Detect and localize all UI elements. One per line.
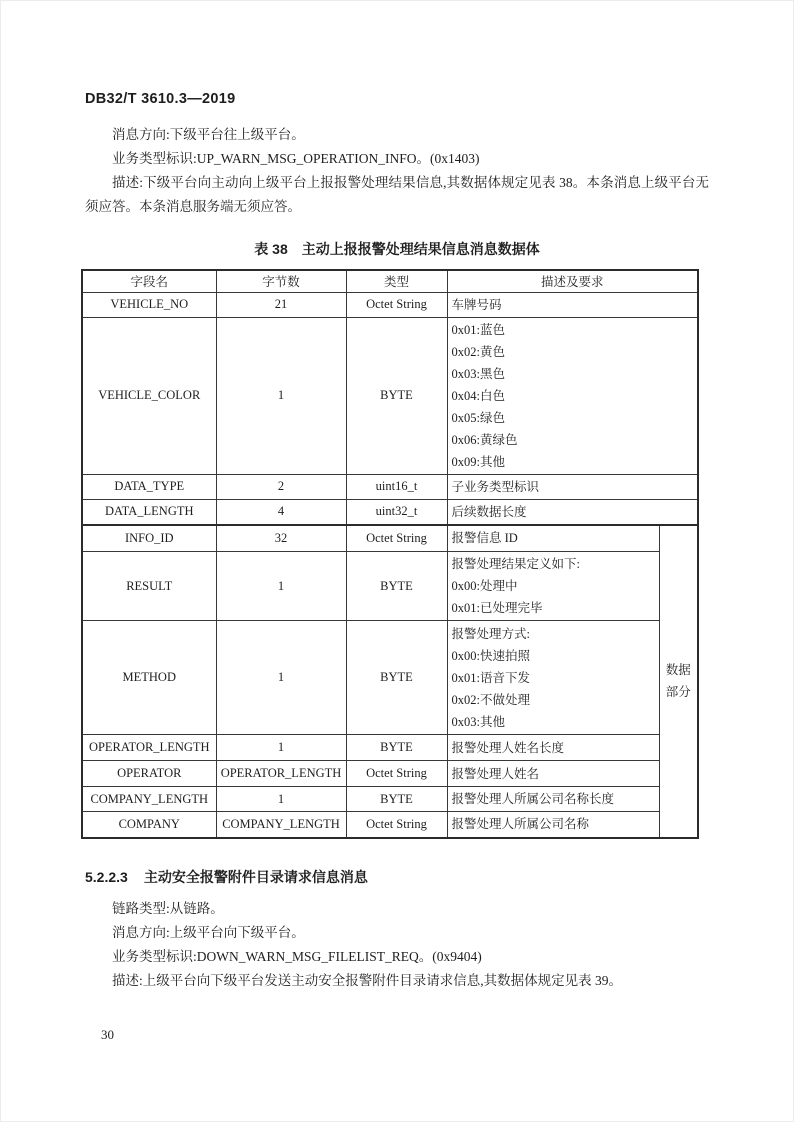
description-line: 车牌号码 xyxy=(451,297,502,312)
byte-count: 1 xyxy=(216,317,346,474)
table-row-vehicle-no xyxy=(82,292,698,317)
page-number: 30 xyxy=(101,1027,114,1042)
table-row-company xyxy=(82,812,698,838)
table-caption-title: 主动上报报警处理结果信息消息数据体 xyxy=(301,241,540,257)
description-cell xyxy=(447,525,659,552)
table-row-operator-length xyxy=(82,735,698,761)
data-type: BYTE xyxy=(346,621,447,735)
field-name: VEHICLE_COLOR xyxy=(82,317,216,474)
description-line: 0x05:绿色 xyxy=(451,410,505,425)
description-line: 0x00:快速拍照 xyxy=(451,648,530,663)
table-row-vehicle-color xyxy=(82,317,698,474)
section-title: 主动安全报警附件目录请求信息消息 xyxy=(143,868,368,885)
column-header-type: 类型 xyxy=(346,270,447,292)
byte-count: 32 xyxy=(216,525,346,552)
description-line: 0x03:其他 xyxy=(451,714,505,729)
description-cell xyxy=(447,735,659,761)
data-type: Octet String xyxy=(346,525,447,552)
description-line: 报警处理结果定义如下: xyxy=(451,557,580,571)
paragraph-business-type: 业务类型标识:UP_WARN_MSG_OPERATION_INFO。(0x1403) xyxy=(112,151,480,166)
paragraph-message-direction-2: 消息方向:上级平台向下级平台。 xyxy=(112,924,305,940)
section-number: 5.2.2.3 xyxy=(85,868,128,885)
byte-count: 21 xyxy=(216,292,346,317)
column-header-desc: 描述及要求 xyxy=(447,270,698,292)
description-cell xyxy=(447,292,698,317)
data-type: Octet String xyxy=(346,292,447,317)
data-type: uint32_t xyxy=(346,499,447,525)
description-line: 0x02:不做处理 xyxy=(451,692,530,707)
description-line: 0x01:已处理完毕 xyxy=(451,601,543,615)
byte-count: 4 xyxy=(216,499,346,525)
table-header-row xyxy=(82,270,698,292)
table-caption xyxy=(85,239,709,259)
field-name: METHOD xyxy=(82,621,216,735)
field-name: COMPANY xyxy=(82,812,216,838)
column-header-field: 字段名 xyxy=(82,270,216,292)
description-cell xyxy=(447,787,659,812)
description-line: 子业务类型标识 xyxy=(451,479,540,494)
description-line: 0x06:黄绿色 xyxy=(451,432,518,447)
paragraph-message-direction: 消息方向:下级平台往上级平台。 xyxy=(112,127,305,142)
table-row-result xyxy=(82,552,698,621)
data-type: BYTE xyxy=(346,317,447,474)
field-name: DATA_TYPE xyxy=(82,474,216,499)
data-type: BYTE xyxy=(346,552,447,621)
description-line: 报警处理人所属公司名称 xyxy=(451,817,590,832)
description-line: 报警信息 ID xyxy=(451,531,518,546)
section-heading xyxy=(85,867,709,887)
description-cell xyxy=(447,317,698,474)
table-row-data-type xyxy=(82,474,698,499)
table-row-info-id xyxy=(82,525,698,552)
table-row-method xyxy=(82,621,698,735)
data-part-group-label: 数据部分 xyxy=(659,525,698,838)
data-type: Octet String xyxy=(346,812,447,838)
paragraph-description-2: 描述:上级平台向下级平台发送主动安全报警附件目录请求信息,其数据体规定见表 39。 xyxy=(112,972,622,988)
description-line: 0x09:其他 xyxy=(451,454,505,469)
column-header-bytes: 字节数 xyxy=(216,270,346,292)
table-row-data-length xyxy=(82,499,698,525)
description-line: 0x01:蓝色 xyxy=(451,322,505,337)
byte-count: 2 xyxy=(216,474,346,499)
description-line: 0x03:黑色 xyxy=(451,366,505,381)
field-name: OPERATOR xyxy=(82,761,216,787)
table-caption-label: 表 38 xyxy=(254,241,288,257)
field-name: INFO_ID xyxy=(82,525,216,552)
description-cell xyxy=(447,474,698,499)
field-name: DATA_LENGTH xyxy=(82,499,216,525)
byte-count: 1 xyxy=(216,552,346,621)
byte-count: OPERATOR_LENGTH xyxy=(216,761,346,787)
description-cell xyxy=(447,499,698,525)
description-cell xyxy=(447,761,659,787)
data-type: uint16_t xyxy=(346,474,447,499)
description-line: 0x01:语音下发 xyxy=(451,670,530,685)
byte-count: 1 xyxy=(216,787,346,812)
table-38 xyxy=(81,269,699,839)
data-type: Octet String xyxy=(346,761,447,787)
table-row-operator xyxy=(82,761,698,787)
description-line: 0x00:处理中 xyxy=(451,579,518,593)
description-line: 报警处理人姓名 xyxy=(451,766,540,781)
paragraph-description: 描述:下级平台向主动向上级平台上报报警处理结果信息,其数据体规定见表 38。本条消息上级平台无须应答。本条消息服务端无须应答。 xyxy=(85,175,709,214)
field-name: VEHICLE_NO xyxy=(82,292,216,317)
paragraph-business-type-2: 业务类型标识:DOWN_WARN_MSG_FILELIST_REQ。(0x9404) xyxy=(112,948,482,964)
paragraph-link-type: 链路类型:从链路。 xyxy=(112,900,224,916)
table-row-company-length xyxy=(82,787,698,812)
description-cell xyxy=(447,621,659,735)
description-line: 0x04:白色 xyxy=(451,388,505,403)
description-line: 报警处理方式: xyxy=(451,626,530,641)
data-type: BYTE xyxy=(346,735,447,761)
description-line: 后续数据长度 xyxy=(451,504,527,519)
description-line: 0x02:黄色 xyxy=(451,344,505,359)
document-code: DB32/T 3610.3—2019 xyxy=(85,91,236,107)
description-line: 报警处理人所属公司名称长度 xyxy=(451,792,615,806)
field-name: RESULT xyxy=(82,552,216,621)
description-line: 报警处理人姓名长度 xyxy=(451,740,565,755)
description-cell xyxy=(447,552,659,621)
field-name: COMPANY_LENGTH xyxy=(82,787,216,812)
byte-count: COMPANY_LENGTH xyxy=(216,812,346,838)
description-cell xyxy=(447,812,659,838)
data-type: BYTE xyxy=(346,787,447,812)
byte-count: 1 xyxy=(216,735,346,761)
field-name: OPERATOR_LENGTH xyxy=(82,735,216,761)
byte-count: 1 xyxy=(216,621,346,735)
